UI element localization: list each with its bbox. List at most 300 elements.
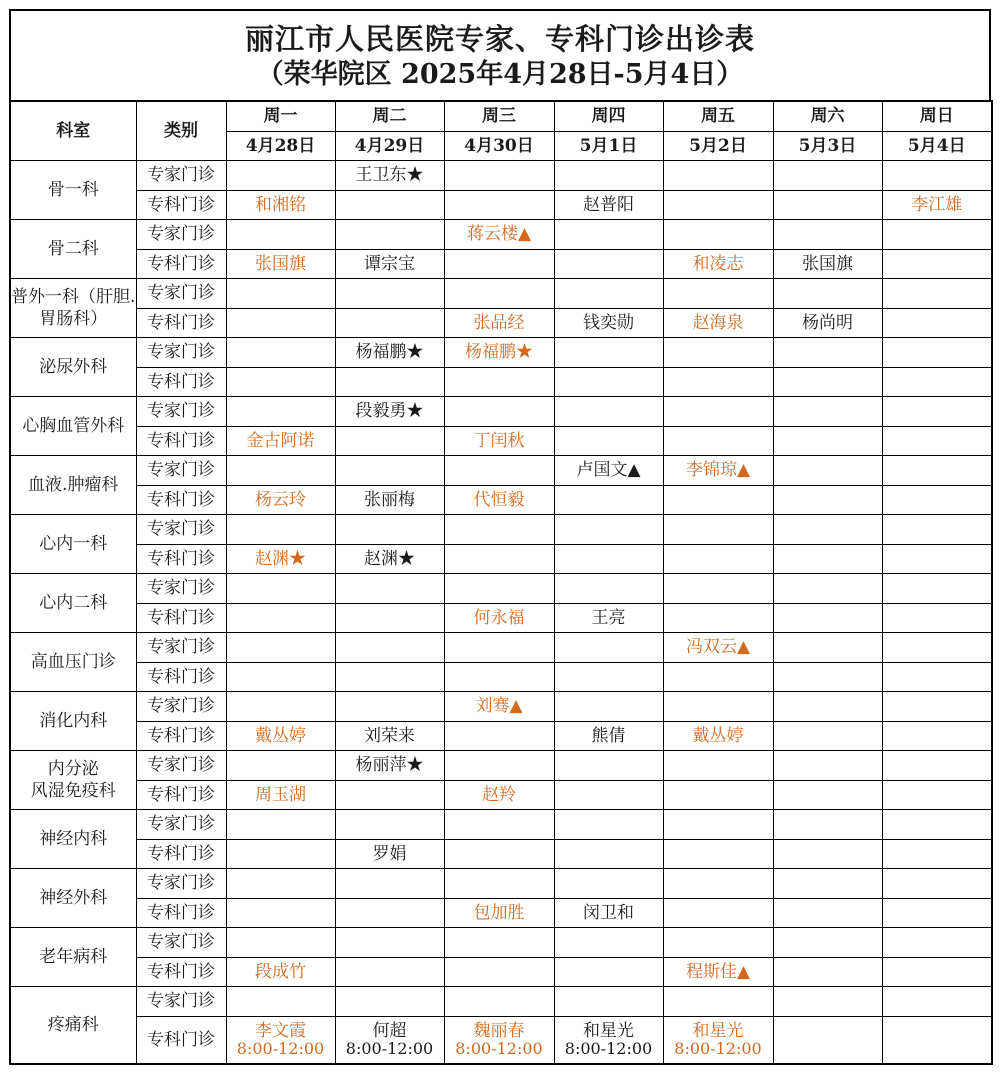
doctor-cell (882, 869, 992, 899)
doctor-cell (882, 987, 992, 1017)
date-header: 5月1日 (554, 131, 663, 161)
specialist-clinic-label: 专科门诊 (136, 308, 226, 338)
doctor-name: 刘荣来 (364, 725, 415, 746)
doctor-cell (226, 721, 335, 751)
doctor-cell (335, 279, 444, 309)
doctor-cell (554, 308, 663, 338)
doctor-cell (554, 485, 663, 515)
doctor-cell (226, 279, 335, 309)
schedule-row (10, 1016, 992, 1064)
doctor-cell (773, 780, 882, 810)
doctor-cell (335, 397, 444, 427)
department-name: 疼痛科 (10, 987, 136, 1064)
schedule-row (10, 279, 992, 309)
doctor-cell (663, 574, 773, 604)
doctor-cell (882, 279, 992, 309)
doctor-cell (444, 456, 554, 486)
doctor-cell (663, 190, 773, 220)
department-name: 消化内科 (10, 692, 136, 751)
doctor-cell (882, 308, 992, 338)
weekday-header: 周六 (773, 101, 882, 131)
doctor-cell (554, 426, 663, 456)
doctor-cell (554, 898, 663, 928)
doctor-cell (335, 485, 444, 515)
doctor-cell (444, 957, 554, 987)
doctor-name: 杨福鹏★ (355, 342, 424, 363)
dept-header: 科室 (10, 101, 136, 161)
doctor-cell (663, 397, 773, 427)
department-name: 神经外科 (10, 869, 136, 928)
doctor-cell (444, 544, 554, 574)
doctor-cell (882, 1016, 992, 1064)
doctor-cell (226, 485, 335, 515)
doctor-name: 和凌志 (692, 253, 744, 274)
doctor-cell (226, 603, 335, 633)
doctor-cell (554, 574, 663, 604)
doctor-cell (226, 190, 335, 220)
doctor-name: 赵渊★ (364, 548, 415, 569)
doctor-cell (773, 367, 882, 397)
doctor-cell (882, 426, 992, 456)
doctor-cell (663, 249, 773, 279)
doctor-name: 罗娟 (372, 843, 407, 864)
expert-clinic-label: 专家门诊 (136, 987, 226, 1017)
doctor-cell (554, 662, 663, 692)
doctor-cell (335, 839, 444, 869)
doctor-cell (226, 544, 335, 574)
doctor-cell (226, 692, 335, 722)
doctor-cell (554, 751, 663, 781)
doctor-cell (554, 544, 663, 574)
doctor-cell (663, 485, 773, 515)
date-header: 5月4日 (882, 131, 992, 161)
doctor-cell (773, 161, 882, 191)
doctor-cell (444, 485, 554, 515)
doctor-cell (444, 426, 554, 456)
expert-clinic-label: 专家门诊 (136, 869, 226, 899)
doctor-cell (335, 456, 444, 486)
expert-clinic-label: 专家门诊 (136, 220, 226, 250)
doctor-name: 闵卫和 (583, 902, 634, 923)
doctor-cell (444, 662, 554, 692)
doctor-cell (773, 692, 882, 722)
doctor-name: 杨丽萍★ (355, 755, 424, 776)
specialist-clinic-label: 专科门诊 (136, 898, 226, 928)
doctor-cell (663, 662, 773, 692)
doctor-cell (444, 603, 554, 633)
doctor-cell (663, 279, 773, 309)
doctor-cell (663, 161, 773, 191)
clinic-time: 8:00-12:00 (564, 1039, 653, 1058)
doctor-cell (882, 633, 992, 663)
doctor-cell (773, 338, 882, 368)
department-name: 骨一科 (10, 161, 136, 220)
doctor-cell (554, 810, 663, 840)
schedule-row (10, 662, 992, 692)
doctor-name: 戴丛婷 (692, 725, 744, 746)
weekday-header: 周一 (226, 101, 335, 131)
doctor-cell (773, 1016, 882, 1064)
doctor-cell (226, 338, 335, 368)
doctor-name: 何超 (372, 1021, 407, 1041)
doctor-cell (226, 839, 335, 869)
schedule-row (10, 633, 992, 663)
doctor-cell (444, 928, 554, 958)
department-name: 内分泌 风湿免疫科 (10, 751, 136, 810)
doctor-cell (554, 249, 663, 279)
doctor-name: 张国旗 (802, 253, 853, 274)
doctor-cell (335, 869, 444, 899)
doctor-cell (226, 780, 335, 810)
doctor-cell (773, 544, 882, 574)
expert-clinic-label: 专家门诊 (136, 574, 226, 604)
doctor-cell (773, 603, 882, 633)
doctor-cell (663, 456, 773, 486)
schedule-row (10, 338, 992, 368)
doctor-cell (554, 456, 663, 486)
schedule-row (10, 898, 992, 928)
doctor-cell (882, 721, 992, 751)
doctor-name: 刘骞▲ (475, 696, 523, 717)
expert-clinic-label: 专家门诊 (136, 338, 226, 368)
type-header: 类别 (136, 101, 226, 161)
weekday-header: 周日 (882, 101, 992, 131)
doctor-cell (335, 515, 444, 545)
specialist-clinic-label: 专科门诊 (136, 367, 226, 397)
doctor-cell (882, 574, 992, 604)
doctor-cell (335, 721, 444, 751)
doctor-cell (335, 898, 444, 928)
doctor-name: 张品经 (473, 312, 525, 333)
doctor-cell (444, 574, 554, 604)
doctor-cell (554, 603, 663, 633)
doctor-cell (335, 161, 444, 191)
doctor-cell (773, 751, 882, 781)
doctor-name: 李锦琼▲ (685, 460, 751, 481)
doctor-name: 戴丛婷 (255, 725, 306, 746)
doctor-cell (773, 574, 882, 604)
doctor-cell (335, 367, 444, 397)
expert-clinic-label: 专家门诊 (136, 397, 226, 427)
doctor-cell (335, 249, 444, 279)
doctor-cell (663, 308, 773, 338)
doctor-cell (226, 249, 335, 279)
doctor-cell (444, 1016, 554, 1064)
doctor-cell (335, 810, 444, 840)
weekday-header: 周五 (663, 101, 773, 131)
doctor-cell (773, 515, 882, 545)
doctor-name: 李文霞 (255, 1021, 306, 1041)
doctor-cell (882, 692, 992, 722)
doctor-name: 丁闰秋 (473, 430, 525, 451)
specialist-clinic-label: 专科门诊 (136, 426, 226, 456)
expert-clinic-label: 专家门诊 (136, 161, 226, 191)
doctor-cell (226, 751, 335, 781)
doctor-cell (663, 898, 773, 928)
doctor-cell (444, 397, 554, 427)
doctor-cell (335, 780, 444, 810)
doctor-cell (335, 987, 444, 1017)
doctor-cell (226, 161, 335, 191)
doctor-cell (335, 633, 444, 663)
doctor-cell (226, 662, 335, 692)
specialist-clinic-label: 专科门诊 (136, 485, 226, 515)
doctor-cell (335, 928, 444, 958)
doctor-cell (554, 957, 663, 987)
expert-clinic-label: 专家门诊 (136, 456, 226, 486)
doctor-cell (663, 544, 773, 574)
department-name: 骨二科 (10, 220, 136, 279)
schedule-table (9, 100, 993, 1065)
department-name: 心胸血管外科 (10, 397, 136, 456)
doctor-cell (773, 721, 882, 751)
doctor-cell (663, 839, 773, 869)
specialist-clinic-label: 专科门诊 (136, 603, 226, 633)
specialist-clinic-label: 专科门诊 (136, 721, 226, 751)
doctor-cell (663, 869, 773, 899)
doctor-cell (554, 190, 663, 220)
expert-clinic-label: 专家门诊 (136, 633, 226, 663)
doctor-cell (226, 515, 335, 545)
doctor-name: 杨尚明 (802, 312, 853, 333)
schedule-row (10, 839, 992, 869)
specialist-clinic-label: 专科门诊 (136, 544, 226, 574)
doctor-cell (554, 515, 663, 545)
doctor-cell (773, 426, 882, 456)
specialist-clinic-label: 专科门诊 (136, 1016, 226, 1064)
doctor-name: 钱奕勋 (583, 312, 634, 333)
doctor-name: 段成竹 (255, 961, 306, 982)
doctor-cell (663, 426, 773, 456)
doctor-name: 赵渊★ (255, 548, 306, 569)
weekday-header: 周四 (554, 101, 663, 131)
clinic-time: 8:00-12:00 (674, 1039, 762, 1058)
doctor-cell (444, 367, 554, 397)
doctor-cell (554, 780, 663, 810)
department-name: 泌尿外科 (10, 338, 136, 397)
doctor-cell (882, 957, 992, 987)
doctor-cell (663, 633, 773, 663)
doctor-cell (444, 721, 554, 751)
doctor-cell (335, 220, 444, 250)
schedule-row (10, 161, 992, 191)
department-name: 心内二科 (10, 574, 136, 633)
doctor-cell (554, 839, 663, 869)
date-header: 4月30日 (444, 131, 554, 161)
doctor-name: 冯双云▲ (685, 637, 751, 658)
doctor-cell (663, 692, 773, 722)
doctor-cell (554, 338, 663, 368)
doctor-name: 段毅勇★ (355, 401, 424, 422)
doctor-cell (882, 485, 992, 515)
schedule-row (10, 249, 992, 279)
doctor-cell (335, 426, 444, 456)
doctor-cell (882, 544, 992, 574)
doctor-cell (663, 957, 773, 987)
doctor-name: 和星光 (583, 1021, 634, 1041)
schedule-row (10, 751, 992, 781)
doctor-cell (226, 957, 335, 987)
doctor-cell (882, 161, 992, 191)
schedule-row (10, 456, 992, 486)
doctor-cell (773, 928, 882, 958)
doctor-name: 何永福 (473, 607, 525, 628)
doctor-cell (882, 249, 992, 279)
doctor-name: 和星光 (692, 1021, 744, 1041)
schedule-row (10, 426, 992, 456)
schedule-row (10, 220, 992, 250)
doctor-cell (663, 515, 773, 545)
doctor-cell (226, 367, 335, 397)
doctor-cell (773, 308, 882, 338)
doctor-cell (554, 869, 663, 899)
specialist-clinic-label: 专科门诊 (136, 190, 226, 220)
doctor-cell (444, 279, 554, 309)
doctor-cell (444, 249, 554, 279)
doctor-cell (773, 397, 882, 427)
expert-clinic-label: 专家门诊 (136, 692, 226, 722)
doctor-cell (335, 308, 444, 338)
doctor-cell (773, 279, 882, 309)
date-header: 5月2日 (663, 131, 773, 161)
doctor-cell (226, 928, 335, 958)
doctor-cell (335, 338, 444, 368)
doctor-cell (226, 426, 335, 456)
doctor-name: 赵羚 (482, 784, 516, 805)
doctor-cell (773, 485, 882, 515)
doctor-cell (773, 662, 882, 692)
schedule-sheet (9, 9, 991, 1065)
doctor-name: 和湘铭 (255, 194, 306, 215)
doctor-cell (335, 692, 444, 722)
specialist-clinic-label: 专科门诊 (136, 662, 226, 692)
doctor-cell (335, 190, 444, 220)
schedule-body (10, 161, 992, 1064)
doctor-cell (554, 397, 663, 427)
department-name: 老年病科 (10, 928, 136, 987)
doctor-cell (444, 515, 554, 545)
doctor-name: 赵海泉 (692, 312, 744, 333)
schedule-row (10, 308, 992, 338)
doctor-cell (773, 190, 882, 220)
doctor-cell (226, 220, 335, 250)
doctor-cell (444, 987, 554, 1017)
expert-clinic-label: 专家门诊 (136, 751, 226, 781)
doctor-cell (335, 574, 444, 604)
doctor-cell (444, 338, 554, 368)
weekday-header: 周二 (335, 101, 444, 131)
doctor-name: 蒋云楼▲ (466, 224, 532, 245)
specialist-clinic-label: 专科门诊 (136, 780, 226, 810)
department-name: 血液.肿瘤科 (10, 456, 136, 515)
schedule-row (10, 485, 992, 515)
schedule-row (10, 574, 992, 604)
doctor-cell (554, 721, 663, 751)
page-subtitle: （荣华院区 2025年4月28日-5月4日） (256, 59, 744, 90)
doctor-name: 王卫东★ (355, 165, 424, 186)
doctor-cell (773, 987, 882, 1017)
doctor-cell (444, 898, 554, 928)
schedule-row (10, 869, 992, 899)
weekday-header: 周三 (444, 101, 554, 131)
doctor-name: 熊倩 (591, 725, 626, 746)
doctor-name: 代恒毅 (473, 489, 525, 510)
schedule-row (10, 780, 992, 810)
doctor-cell (882, 662, 992, 692)
schedule-row (10, 987, 992, 1017)
doctor-cell (226, 898, 335, 928)
doctor-name: 包加胜 (473, 902, 525, 923)
doctor-cell (663, 1016, 773, 1064)
schedule-row (10, 957, 992, 987)
clinic-time: 8:00-12:00 (455, 1039, 543, 1058)
doctor-cell (226, 456, 335, 486)
schedule-row (10, 928, 992, 958)
doctor-cell (663, 780, 773, 810)
doctor-cell (444, 751, 554, 781)
doctor-cell (882, 190, 992, 220)
doctor-name: 李江雄 (911, 194, 963, 215)
doctor-name: 杨云玲 (255, 489, 306, 510)
doctor-cell (663, 220, 773, 250)
doctor-cell (226, 810, 335, 840)
doctor-cell (444, 810, 554, 840)
doctor-cell (773, 898, 882, 928)
doctor-cell (773, 839, 882, 869)
doctor-cell (882, 603, 992, 633)
doctor-cell (554, 928, 663, 958)
doctor-name: 张国旗 (255, 253, 306, 274)
doctor-cell (335, 957, 444, 987)
doctor-name: 周玉湖 (255, 784, 306, 805)
clinic-time: 8:00-12:00 (236, 1039, 325, 1058)
doctor-cell (663, 367, 773, 397)
doctor-name: 谭宗宝 (364, 253, 415, 274)
doctor-cell (663, 810, 773, 840)
expert-clinic-label: 专家门诊 (136, 279, 226, 309)
page-title: 丽江市人民医院专家、专科门诊出诊表 (244, 22, 755, 56)
doctor-cell (444, 161, 554, 191)
doctor-name: 魏丽春 (473, 1021, 525, 1041)
doctor-cell (444, 692, 554, 722)
doctor-cell (554, 367, 663, 397)
schedule-row (10, 190, 992, 220)
doctor-name: 卢国文▲ (576, 460, 641, 481)
schedule-row (10, 810, 992, 840)
doctor-cell (444, 308, 554, 338)
doctor-cell (882, 810, 992, 840)
doctor-cell (444, 780, 554, 810)
doctor-cell (882, 928, 992, 958)
doctor-name: 程斯佳▲ (685, 961, 751, 982)
doctor-cell (226, 574, 335, 604)
doctor-cell (773, 220, 882, 250)
doctor-cell (226, 397, 335, 427)
doctor-cell (444, 633, 554, 663)
doctor-cell (663, 721, 773, 751)
doctor-cell (335, 751, 444, 781)
doctor-cell (882, 338, 992, 368)
specialist-clinic-label: 专科门诊 (136, 249, 226, 279)
doctor-cell (444, 839, 554, 869)
doctor-name: 杨福鹏★ (465, 342, 533, 363)
doctor-cell (773, 249, 882, 279)
doctor-cell (554, 161, 663, 191)
doctor-cell (773, 957, 882, 987)
doctor-cell (226, 633, 335, 663)
doctor-cell (554, 633, 663, 663)
specialist-clinic-label: 专科门诊 (136, 839, 226, 869)
